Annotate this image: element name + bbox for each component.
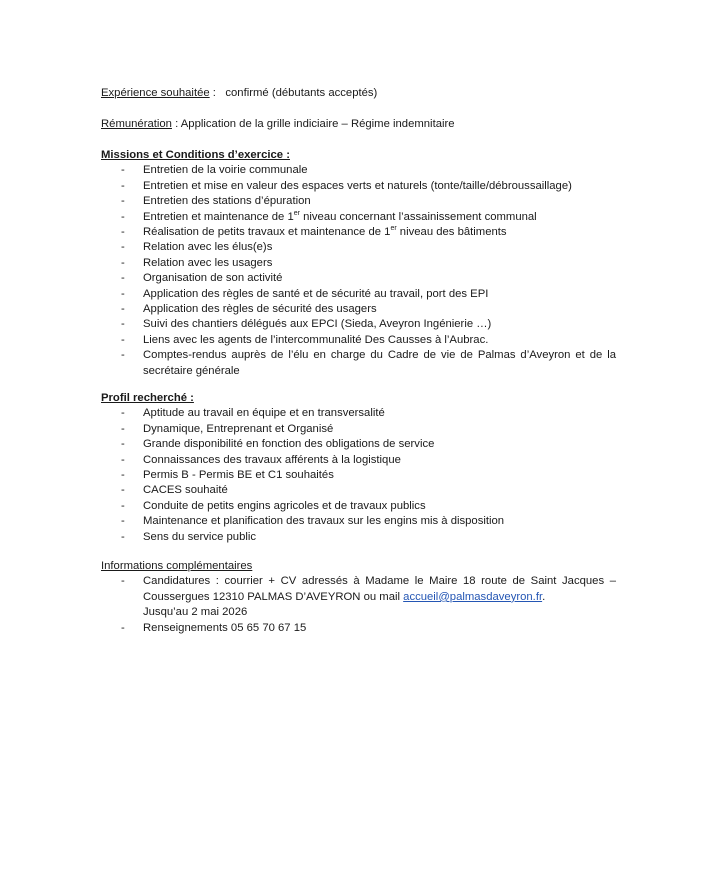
list-item: - Connaissances des travaux afférents à la logistique xyxy=(101,453,616,468)
dash-bullet: - xyxy=(121,438,125,451)
infos-section xyxy=(101,559,616,636)
dash-bullet: - xyxy=(121,333,125,346)
list-item: - Grande disponibilité en fonction des obligations de service xyxy=(101,437,616,452)
dash-bullet: - xyxy=(121,195,125,208)
remuneration-value: Application de la grille indiciaire – Régime indemnitaire xyxy=(180,118,455,130)
list-item: - Réalisation de petits travaux et maintenance de 1er niveau des bâtiments xyxy=(101,225,616,240)
infos-heading: Informations complémentaires xyxy=(101,560,253,572)
list-item: - Relation avec les élus(e)s xyxy=(101,240,616,255)
profil-heading: Profil recherché : xyxy=(101,392,194,404)
missions-list xyxy=(101,163,616,379)
experience-sep: : xyxy=(209,87,226,99)
list-item: - Entretien de la voirie communale xyxy=(101,163,616,178)
deadline-text: Jusqu’au 2 mai 2026 xyxy=(143,606,248,619)
remuneration-line xyxy=(101,117,616,132)
email-link[interactable]: accueil@palmasdaveyron.fr xyxy=(403,590,543,603)
dash-bullet: - xyxy=(121,241,125,254)
remuneration-label: Rémunération xyxy=(101,118,172,130)
list-item: - Entretien des stations d’épuration xyxy=(101,194,616,209)
dash-bullet: - xyxy=(121,484,125,497)
dash-bullet: - xyxy=(121,210,125,223)
profil-list xyxy=(101,406,616,545)
list-item: - Organisation de son activité xyxy=(101,271,616,286)
experience-line xyxy=(101,86,616,101)
list-item: - Entretien et maintenance de 1er niveau concernant l’assainissement communal xyxy=(101,210,616,225)
dash-bullet: - xyxy=(121,422,125,435)
dash-bullet: - xyxy=(121,499,125,512)
list-item: - Comptes-rendus auprès de l’élu en charge du Cadre de vie de Palmas d’Aveyron et de la secrétaire générale xyxy=(121,349,616,377)
experience-value: confirmé (débutants acceptés) xyxy=(225,87,378,99)
list-item: - Sens du service public xyxy=(101,530,616,545)
dash-bullet: - xyxy=(121,453,125,466)
list-item: - Application des règles de santé et de sécurité au travail, port des EPI xyxy=(101,287,616,302)
dash-bullet: - xyxy=(121,272,125,285)
dash-bullet: - xyxy=(121,407,125,420)
list-item: - Entretien et mise en valeur des espaces verts et naturels (tonte/taille/débroussaillage) xyxy=(101,179,616,194)
dash-bullet: - xyxy=(121,303,125,316)
list-item: - Relation avec les usagers xyxy=(101,256,616,271)
dash-bullet: - xyxy=(121,179,125,192)
list-item: - Liens avec les agents de l’intercommunalité Des Causses à l’Aubrac. xyxy=(101,333,616,348)
dash-bullet: - xyxy=(121,530,125,543)
profil-section xyxy=(101,391,616,545)
list-item: - Application des règles de sécurité des usagers xyxy=(101,302,616,317)
experience-label: Expérience souhaitée xyxy=(101,87,210,99)
list-item: - Candidatures : courrier + CV adressés à Madame le Maire 18 route de Saint Jacques – Coussergues 12310 PALMAS D’AVEYRON ou mail accueil@palmasdaveyron.fr. Jusqu’au 2 mai 2026 xyxy=(121,575,616,619)
dash-bullet: - xyxy=(121,349,125,362)
dash-bullet: - xyxy=(121,515,125,528)
list-item: - Suivi des chantiers délégués aux EPCI (Sieda, Aveyron Ingénierie …) xyxy=(101,317,616,332)
remuneration-sep: : xyxy=(171,118,181,130)
missions-section xyxy=(101,148,616,379)
dash-bullet: - xyxy=(121,621,125,634)
dash-bullet: - xyxy=(121,164,125,177)
dash-bullet: - xyxy=(121,226,125,239)
list-item: - Aptitude au travail en équipe et en transversalité xyxy=(101,406,616,421)
dash-bullet: - xyxy=(121,318,125,331)
list-item: - Conduite de petits engins agricoles et de travaux publics xyxy=(101,499,616,514)
list-item: - Maintenance et planification des travaux sur les engins mis à disposition xyxy=(101,514,616,529)
infos-list xyxy=(101,574,616,636)
missions-heading: Missions et Conditions d’exercice : xyxy=(101,149,290,161)
renseignements-text: Renseignements 05 65 70 67 15 xyxy=(143,621,307,634)
list-item: - Dynamique, Entreprenant et Organisé xyxy=(101,422,616,437)
dash-bullet: - xyxy=(121,256,125,269)
list-item: - Permis B - Permis BE et C1 souhaités xyxy=(101,468,616,483)
dash-bullet: - xyxy=(121,469,125,482)
dash-bullet: - xyxy=(121,575,125,588)
list-item xyxy=(101,621,616,636)
candidatures-text: Candidatures : courrier + CV adressés à Madame le Maire 18 route de Saint Jacques – Coussergues 12310 PALMAS D’AVEYRON ou mail xyxy=(143,575,616,603)
dash-bullet: - xyxy=(121,287,125,300)
list-item: - CACES souhaité xyxy=(101,483,616,498)
